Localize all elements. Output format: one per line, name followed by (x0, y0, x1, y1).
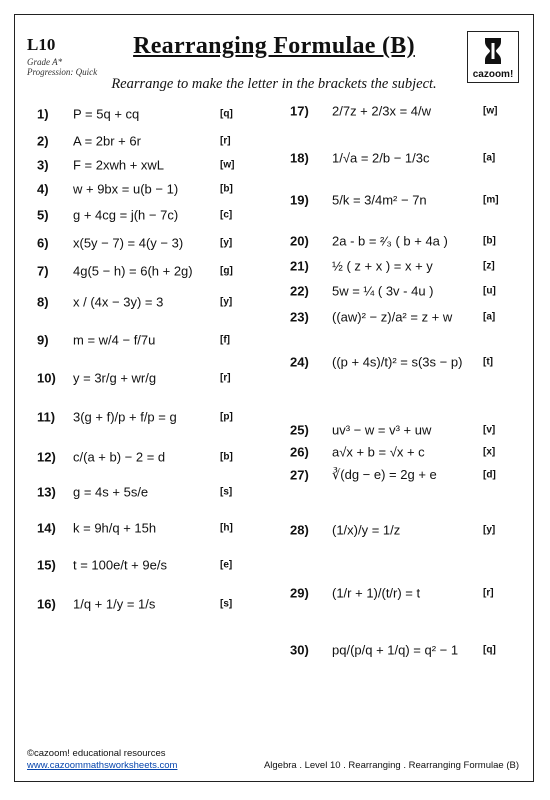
question-27 (290, 457, 535, 493)
question-number: 9) (37, 332, 49, 348)
subject-letter: [q] (483, 644, 496, 656)
question-number: 14) (37, 520, 56, 536)
question-number: 22) (290, 283, 309, 299)
question-equation: 5/k = 3/4m² − 7n (332, 192, 427, 208)
subject-letter: [b] (220, 451, 233, 463)
question-number: 28) (290, 522, 309, 538)
subject-letter: [h] (220, 522, 233, 534)
question-number: 6) (37, 235, 49, 251)
question-equation: (1/r + 1)/(t/r) = t (332, 585, 421, 601)
copyright-text: ©cazoom! educational resources (27, 748, 166, 759)
question-14 (37, 510, 282, 546)
question-19 (290, 182, 535, 218)
question-equation: pq/(p/q + 1/q) = q² − 1 (332, 642, 459, 658)
question-number: 1) (37, 106, 49, 122)
subject-letter: [u] (483, 285, 496, 297)
question-equation: m = w/4 − f/7u (73, 332, 156, 348)
subject-letter: [q] (220, 108, 233, 120)
instruction-text: Rearrange to make the letter in the brackets the subject. (111, 76, 437, 92)
footer-meta: Algebra . Level 10 . Rearranging . Rearranging Formulae (B) (263, 760, 519, 771)
question-equation: 1/q + 1/y = 1/s (73, 596, 156, 612)
subject-letter: [w] (483, 105, 498, 117)
question-equation: ((p + 4s)/t)² = s(3s − p) (332, 354, 463, 370)
question-17 (290, 93, 535, 129)
question-equation: ∛(dg − e) = 2g + e (332, 467, 437, 482)
cazoom-logo (467, 31, 519, 83)
question-number: 29) (290, 585, 309, 601)
website-link[interactable]: www.cazoommathsworksheets.com (27, 760, 178, 771)
subject-letter: [d] (483, 469, 496, 481)
question-16 (37, 586, 282, 622)
question-equation: k = 9h/q + 15h (73, 520, 157, 536)
question-8 (37, 284, 282, 320)
question-number: 17) (290, 103, 309, 119)
subject-letter: [y] (220, 237, 233, 249)
subject-letter: [w] (220, 159, 235, 171)
question-30 (290, 632, 535, 668)
question-equation: uv³ − w = v³ + uw (332, 422, 432, 438)
question-equation: (1/x)/y = 1/z (332, 522, 401, 538)
question-equation: 2/7z + 2/3x = 4/w (332, 103, 432, 119)
question-equation: 3(g + f)/p + f/p = g (73, 409, 177, 425)
subject-letter: [m] (483, 194, 499, 206)
question-29 (290, 575, 535, 611)
question-equation: P = 5q + cq (73, 106, 140, 122)
question-number: 15) (37, 557, 56, 573)
question-equation: y = 3r/g + wr/g (73, 370, 157, 386)
level-label: L10 (27, 35, 56, 54)
question-12 (37, 439, 282, 475)
question-number: 11) (37, 409, 56, 425)
question-number: 23) (290, 309, 309, 325)
hourglass-icon (468, 32, 518, 70)
question-number: 21) (290, 258, 309, 274)
logo-text: cazoom! (472, 69, 514, 80)
question-equation: x / (4x − 3y) = 3 (73, 294, 164, 310)
question-equation: 1/√a = 2/b − 1/3c (332, 150, 430, 166)
subject-letter: [s] (220, 598, 233, 610)
progression-label: Progression: Quick (27, 67, 98, 77)
question-equation: 4g(5 − h) = 6(h + 2g) (73, 263, 193, 279)
question-number: 16) (37, 596, 56, 612)
question-number: 5) (37, 207, 49, 223)
subject-letter: [r] (483, 587, 494, 599)
question-equation: x(5y − 7) = 4(y − 3) (73, 235, 184, 251)
subject-letter: [f] (220, 334, 230, 346)
question-15 (37, 547, 282, 583)
subject-letter: [v] (483, 424, 496, 436)
question-equation: g = 4s + 5s/e (73, 484, 149, 500)
question-number: 2) (37, 133, 49, 149)
subject-letter: [x] (483, 446, 496, 458)
question-23 (290, 299, 535, 335)
subject-letter: [s] (220, 486, 233, 498)
question-9 (37, 322, 282, 358)
subject-letter: [g] (220, 265, 233, 277)
question-equation: t = 100e/t + 9e/s (73, 557, 167, 573)
subject-letter: [r] (220, 372, 231, 384)
question-10 (37, 360, 282, 396)
question-number: 3) (37, 157, 49, 173)
question-18 (290, 140, 535, 176)
question-number: 20) (290, 233, 309, 249)
question-equation: 5w = ¼ ( 3v - 4u ) (332, 283, 434, 299)
question-number: 12) (37, 449, 56, 465)
question-number: 18) (290, 150, 309, 166)
subject-letter: [b] (483, 235, 496, 247)
subject-letter: [r] (220, 135, 231, 147)
question-number: 19) (290, 192, 309, 208)
subject-letter: [t] (483, 356, 493, 368)
question-equation: ½ ( z + x ) = x + y (332, 258, 433, 274)
question-equation: F = 2xwh + xwL (73, 157, 165, 173)
question-equation: A = 2br + 6r (73, 133, 141, 149)
question-equation: c/(a + b) − 2 = d (73, 449, 166, 465)
question-24 (290, 344, 535, 380)
question-number: 30) (290, 642, 309, 658)
subject-letter: [y] (220, 296, 233, 308)
subject-letter: [e] (220, 559, 233, 571)
subject-letter: [b] (220, 183, 233, 195)
question-number: 13) (37, 484, 56, 500)
question-13 (37, 474, 282, 510)
question-number: 10) (37, 370, 56, 386)
question-equation: w + 9bx = u(b − 1) (73, 181, 179, 197)
question-number: 7) (37, 263, 49, 279)
question-number: 24) (290, 354, 309, 370)
question-number: 27) (290, 467, 309, 483)
question-number: 4) (37, 181, 49, 197)
subject-letter: [y] (483, 524, 496, 536)
subject-letter: [z] (483, 260, 495, 272)
worksheet-page (14, 14, 534, 782)
question-number: 25) (290, 422, 309, 438)
question-number: 8) (37, 294, 49, 310)
subject-letter: [a] (483, 311, 496, 323)
subject-letter: [p] (220, 411, 233, 423)
question-equation: g + 4cg = j(h − 7c) (73, 207, 179, 223)
question-number: 26) (290, 444, 309, 460)
question-equation: 2a - b = ²⁄₃ ( b + 4a ) (332, 233, 448, 249)
grade-label: Grade A* (27, 57, 63, 67)
question-equation: ((aw)² − z)/a² = z + w (332, 309, 453, 325)
question-28 (290, 512, 535, 548)
question-equation: a√x + b = √x + c (332, 444, 425, 460)
subject-letter: [a] (483, 152, 496, 164)
page-title: Rearranging Formulae (B) (133, 33, 415, 59)
question-11 (37, 399, 282, 435)
subject-letter: [c] (220, 209, 233, 221)
